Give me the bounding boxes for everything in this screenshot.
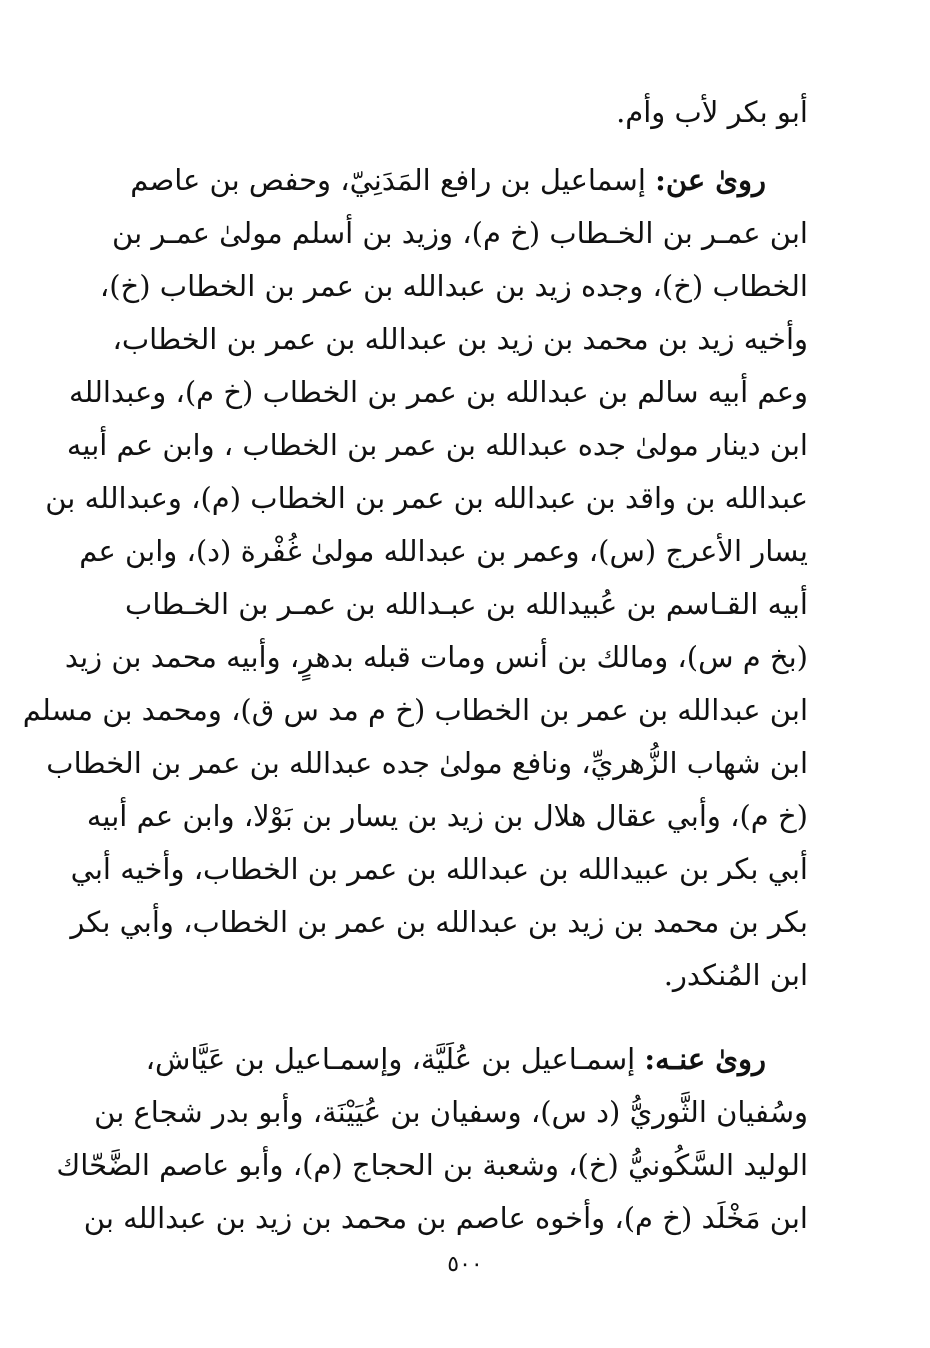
intro-paragraph [98,86,808,139]
narrated-by-paragraph [56,1033,808,1245]
narrated-from-line-12: ابن شهاب الزُّهريِّ، ونافع مولىٰ جده عبدالله بن عمر بن الخطاب [46,746,808,780]
narrated-from-line-14: أبي بكر بن عبيدالله بن عبدالله بن عمر بن الخطاب، وأخيه أبي [70,852,808,886]
narrated-from-line-6: ابن دينار مولىٰ جده عبدالله بن عمر بن الخطاب ، وابن عم أبيه [66,428,808,462]
narrated-from-line-5: وعم أبيه سالم بن عبدالله بن عمر بن الخطاب (خ م)، وعبدالله [68,375,808,409]
narrated-by-line-4: ابن مَخْلَد (خ م)، وأخوه عاصم بن محمد بن زيد بن عبدالله بن [83,1201,808,1235]
narrated-from-line-1: إسماعيل بن رافع المَدَنِيّ، وحفص بن عاصم [130,163,646,197]
narrated-by-line-3: الوليد السَّكُونيُّ (خ)، وشعبة بن الحجاج (م)، وأبو عاصم الضَّحّاك [56,1148,808,1182]
narrated-from-line-15: بكر بن محمد بن زيد بن عبدالله بن عمر بن الخطاب، وأبي بكر [70,905,808,939]
narrated-from-line-13: (خ م)، وأبي عقال هلال بن زيد بن يسار بن بَوْلا، وابن عم أبيه [86,799,808,833]
narrated-from-line-4: وأخيه زيد بن محمد بن زيد بن عبدالله بن عمر بن الخطاب، [112,322,808,356]
narrated-from-line-8: يسار الأعرج (س)، وعمر بن عبدالله مولىٰ غُفْرة (د)، وابن عم [79,534,808,568]
narrated-from-line-16: ابن المُنكدر. [663,958,808,992]
narrated-by-first-line [98,1033,808,1086]
page-number: ٥٠٠ [447,1252,483,1277]
narrated-from-line-3: الخطاب (خ)، وجده زيد بن عبدالله بن عمر بن الخطاب (خ)، [99,269,808,303]
narrated-by-line-2: وسُفيان الثَّوريُّ (د س)، وسفيان بن عُيَيْنَة، وأبو بدر شجاع بن [94,1095,808,1129]
narrated-from-line-10: (بخ م س)، ومالك بن أنس ومات قبله بدهرٍ، وأبيه محمد بن زيد [64,640,808,674]
narrated-by-label: روىٰ عنـه: [644,1042,766,1076]
narrated-from-line-2: ابن عمـر بن الخـطاب (خ م)، وزيد بن أسلم مولىٰ عمـر بن [112,216,808,250]
intro-line: أبو بكر لأب وأم. [616,95,808,129]
narrated-by-line-1: إسمـاعيل بن عُلَيَّة، وإسمـاعيل بن عَيَّاش، [145,1042,636,1076]
narrated-from-first-line [98,154,808,207]
narrated-from-line-9: أبيه القـاسم بن عُبيدالله بن عبـدالله بن عمـر بن الخـطاب [125,587,808,621]
narrated-from-line-11: ابن عبدالله بن عمر بن الخطاب (خ م مد س ق)، ومحمد بن مسلم [22,693,808,727]
narrated-from-label: روىٰ عن: [655,163,766,197]
narrated-from-paragraph [22,154,808,1002]
narrated-from-line-7: عبدالله بن واقد بن عبدالله بن عمر بن الخطاب (م)، وعبدالله بن [45,481,808,515]
